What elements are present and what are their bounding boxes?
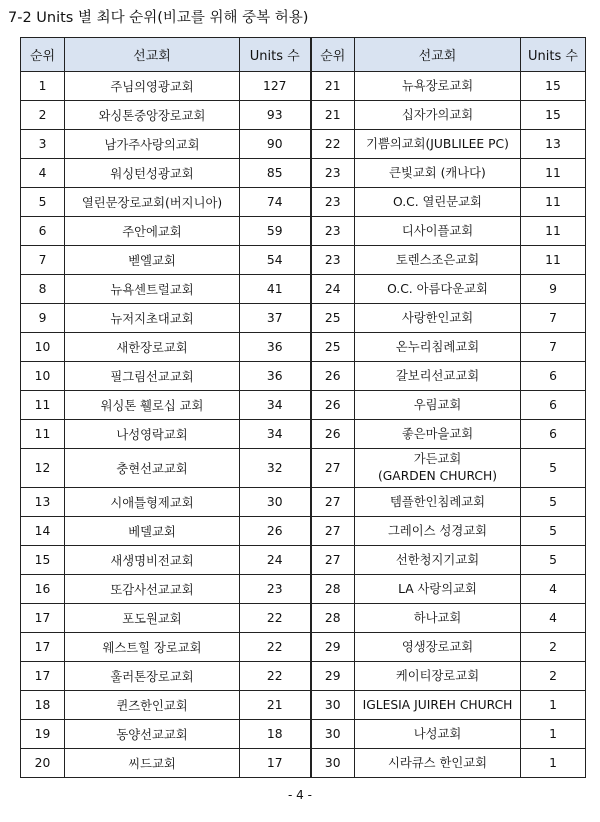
rank-cell-left: 16: [21, 575, 65, 604]
rank-cell-left: 15: [21, 546, 65, 575]
mission-name-cell-left: 워싱톤 휄로십 교회: [65, 391, 240, 420]
mission-name-cell-left: 나성영락교회: [65, 420, 240, 449]
header-mission-left: 선교회: [65, 38, 240, 72]
mission-name-cell-left: 또감사선교교회: [65, 575, 240, 604]
units-cell-left: 22: [240, 604, 311, 633]
rank-cell-right: 30: [311, 720, 355, 749]
units-cell-left: 41: [240, 275, 311, 304]
units-cell-right: 7: [521, 333, 586, 362]
units-cell-left: 74: [240, 188, 311, 217]
mission-name-cell-right: O.C. 열린문교회: [355, 188, 521, 217]
header-units-left: Units 수: [240, 38, 311, 72]
rank-cell-left: 4: [21, 159, 65, 188]
rank-cell-left: 14: [21, 517, 65, 546]
units-cell-left: 54: [240, 246, 311, 275]
rank-cell-right: 21: [311, 72, 355, 101]
table-row: [21, 420, 586, 449]
rank-cell-right: 25: [311, 333, 355, 362]
rank-cell-left: 7: [21, 246, 65, 275]
mission-name-cell-left: 새한장로교회: [65, 333, 240, 362]
table-row: [21, 391, 586, 420]
table-row: [21, 604, 586, 633]
units-cell-right: 4: [521, 604, 586, 633]
mission-name-cell-right: 영생장로교회: [355, 633, 521, 662]
rank-cell-right: 27: [311, 449, 355, 488]
units-ranking-table: [20, 37, 586, 778]
section-heading: 7-2 Units 별 최다 순위(비교를 위해 중복 허용): [8, 10, 309, 26]
units-cell-right: 13: [521, 130, 586, 159]
mission-name-cell-left: 훌러톤장로교회: [65, 662, 240, 691]
units-cell-left: 30: [240, 488, 311, 517]
rank-cell-left: 11: [21, 391, 65, 420]
mission-name-cell-left: 베델교회: [65, 517, 240, 546]
mission-name-cell-right: 온누리침례교회: [355, 333, 521, 362]
units-cell-right: 1: [521, 749, 586, 778]
rank-cell-left: 18: [21, 691, 65, 720]
table-row: [21, 691, 586, 720]
header-mission-right: 선교회: [355, 38, 521, 72]
units-cell-left: 90: [240, 130, 311, 159]
mission-name-cell-left: 주안에교회: [65, 217, 240, 246]
mission-name-cell-right: 토렌스조은교회: [355, 246, 521, 275]
mission-name-cell-left: 와싱톤중앙장로교회: [65, 101, 240, 130]
mission-name-cell-right: 시라큐스 한인교회: [355, 749, 521, 778]
table-row: [21, 217, 586, 246]
rank-cell-left: 10: [21, 362, 65, 391]
rank-cell-right: 28: [311, 575, 355, 604]
rank-cell-right: 27: [311, 488, 355, 517]
mission-name-cell-right: LA 사랑의교회: [355, 575, 521, 604]
mission-name-subline: (GARDEN CHURCH): [377, 469, 498, 483]
units-cell-left: 24: [240, 546, 311, 575]
rank-cell-right: 26: [311, 362, 355, 391]
mission-name-cell-left: 필그림선교교회: [65, 362, 240, 391]
units-cell-left: 59: [240, 217, 311, 246]
units-cell-left: 17: [240, 749, 311, 778]
mission-name-cell-left: 충현선교교회: [65, 449, 240, 488]
units-cell-left: 127: [240, 72, 311, 101]
units-cell-right: 5: [521, 488, 586, 517]
table-row: [21, 130, 586, 159]
mission-name-cell-right: 템플한인침례교회: [355, 488, 521, 517]
rank-cell-right: 30: [311, 749, 355, 778]
rank-cell-left: 17: [21, 633, 65, 662]
table-row: [21, 633, 586, 662]
units-cell-right: 11: [521, 246, 586, 275]
mission-name-cell-right: 기쁨의교회(JUBLILEE PC): [355, 130, 521, 159]
units-cell-right: 5: [521, 517, 586, 546]
table-row: [21, 275, 586, 304]
mission-name-cell-right: 우림교회: [355, 391, 521, 420]
units-cell-left: 93: [240, 101, 311, 130]
rank-cell-left: 11: [21, 420, 65, 449]
mission-name-cell-left: 남가주사랑의교회: [65, 130, 240, 159]
rank-cell-right: 29: [311, 662, 355, 691]
mission-name-cell-right: IGLESIA JUIREH CHURCH: [355, 691, 521, 720]
rank-cell-right: 28: [311, 604, 355, 633]
units-cell-right: 9: [521, 275, 586, 304]
units-cell-right: 7: [521, 304, 586, 333]
table-row: [21, 246, 586, 275]
table-row: [21, 546, 586, 575]
units-cell-right: 2: [521, 633, 586, 662]
mission-name-cell-right: 그레이스 성경교회: [355, 517, 521, 546]
rank-cell-left: 12: [21, 449, 65, 488]
table-row: [21, 488, 586, 517]
mission-name-cell-left: 주님의영광교회: [65, 72, 240, 101]
rank-cell-right: 21: [311, 101, 355, 130]
rank-cell-left: 17: [21, 604, 65, 633]
units-cell-right: 15: [521, 72, 586, 101]
rank-cell-right: 26: [311, 420, 355, 449]
header-rank-left: 순위: [21, 38, 65, 72]
mission-name-cell-right: 사랑한인교회: [355, 304, 521, 333]
rank-cell-left: 19: [21, 720, 65, 749]
mission-name-cell-right: 큰빛교회 (캐나다): [355, 159, 521, 188]
rank-cell-right: 23: [311, 217, 355, 246]
mission-name-cell-right: 십자가의교회: [355, 101, 521, 130]
mission-name-cell-left: 새생명비전교회: [65, 546, 240, 575]
mission-name-cell-right: 선한청지기교회: [355, 546, 521, 575]
mission-name-cell-left: 씨드교회: [65, 749, 240, 778]
rank-cell-left: 5: [21, 188, 65, 217]
mission-name-cell-left: 벧엘교회: [65, 246, 240, 275]
rank-cell-left: 10: [21, 333, 65, 362]
mission-name-cell-left: 웨스트힐 장로교회: [65, 633, 240, 662]
units-cell-right: 5: [521, 449, 586, 488]
mission-name-cell-right: O.C. 아름다운교회: [355, 275, 521, 304]
table-row: [21, 333, 586, 362]
units-cell-right: 15: [521, 101, 586, 130]
units-cell-right: 5: [521, 546, 586, 575]
units-cell-right: 1: [521, 720, 586, 749]
mission-name-cell-left: 포도원교회: [65, 604, 240, 633]
mission-name-cell-right: [355, 449, 521, 488]
mission-name-cell-left: 워싱턴성광교회: [65, 159, 240, 188]
table-row: [21, 517, 586, 546]
units-cell-left: 34: [240, 391, 311, 420]
mission-name-cell-left: 뉴저지초대교회: [65, 304, 240, 333]
units-cell-right: 4: [521, 575, 586, 604]
page-number: - 4 -: [288, 788, 312, 802]
units-cell-right: 11: [521, 159, 586, 188]
rank-cell-right: 29: [311, 633, 355, 662]
rank-cell-right: 22: [311, 130, 355, 159]
mission-name-cell-right: 좋은마을교회: [355, 420, 521, 449]
rank-cell-left: 13: [21, 488, 65, 517]
mission-name-cell-left: 뉴욕센트럴교회: [65, 275, 240, 304]
units-cell-left: 22: [240, 633, 311, 662]
units-cell-right: 6: [521, 391, 586, 420]
units-cell-right: 1: [521, 691, 586, 720]
table-row: [21, 72, 586, 101]
units-cell-left: 26: [240, 517, 311, 546]
rank-cell-right: 23: [311, 188, 355, 217]
table-row: [21, 362, 586, 391]
rank-cell-right: 23: [311, 246, 355, 275]
table-row: [21, 188, 586, 217]
rank-cell-right: 27: [311, 517, 355, 546]
units-cell-left: 21: [240, 691, 311, 720]
units-cell-left: 36: [240, 362, 311, 391]
table-row: [21, 449, 586, 488]
rank-cell-left: 8: [21, 275, 65, 304]
rank-cell-right: 25: [311, 304, 355, 333]
table-body: [21, 72, 586, 778]
rank-cell-left: 1: [21, 72, 65, 101]
table-row: [21, 749, 586, 778]
units-cell-right: 11: [521, 217, 586, 246]
units-cell-left: 36: [240, 333, 311, 362]
units-cell-left: 85: [240, 159, 311, 188]
units-cell-right: 11: [521, 188, 586, 217]
header-rank-right: 순위: [311, 38, 355, 72]
table-header-row: [21, 38, 586, 72]
rank-cell-right: 23: [311, 159, 355, 188]
mission-name-cell-right: 뉴욕장로교회: [355, 72, 521, 101]
table-row: [21, 662, 586, 691]
units-cell-right: 6: [521, 420, 586, 449]
units-cell-left: 23: [240, 575, 311, 604]
mission-name-cell-right: 갈보리선교교회: [355, 362, 521, 391]
table-row: [21, 720, 586, 749]
mission-name-cell-left: 시애틀형제교회: [65, 488, 240, 517]
units-cell-left: 37: [240, 304, 311, 333]
rank-cell-right: 26: [311, 391, 355, 420]
rank-cell-right: 27: [311, 546, 355, 575]
mission-name-cell-right: 케이티장로교회: [355, 662, 521, 691]
units-cell-left: 34: [240, 420, 311, 449]
mission-name-cell-right: 나성교회: [355, 720, 521, 749]
mission-name-cell-left: 동양선교교회: [65, 720, 240, 749]
units-cell-right: 2: [521, 662, 586, 691]
rank-cell-left: 3: [21, 130, 65, 159]
mission-name-cell-right: 디사이플교회: [355, 217, 521, 246]
mission-name-line: 가든교회: [413, 452, 462, 466]
rank-cell-left: 20: [21, 749, 65, 778]
mission-name-cell-left: 퀸즈한인교회: [65, 691, 240, 720]
table-row: [21, 159, 586, 188]
mission-name-cell-left: 열린문장로교회(버지니아): [65, 188, 240, 217]
table-row: [21, 575, 586, 604]
header-units-right: Units 수: [521, 38, 586, 72]
units-cell-left: 22: [240, 662, 311, 691]
rank-cell-left: 6: [21, 217, 65, 246]
units-cell-right: 6: [521, 362, 586, 391]
rank-cell-left: 17: [21, 662, 65, 691]
rank-cell-right: 30: [311, 691, 355, 720]
mission-name-cell-right: 하나교회: [355, 604, 521, 633]
rank-cell-right: 24: [311, 275, 355, 304]
table-row: [21, 304, 586, 333]
units-cell-left: 18: [240, 720, 311, 749]
units-cell-left: 32: [240, 449, 311, 488]
rank-cell-left: 2: [21, 101, 65, 130]
table-row: [21, 101, 586, 130]
rank-cell-left: 9: [21, 304, 65, 333]
